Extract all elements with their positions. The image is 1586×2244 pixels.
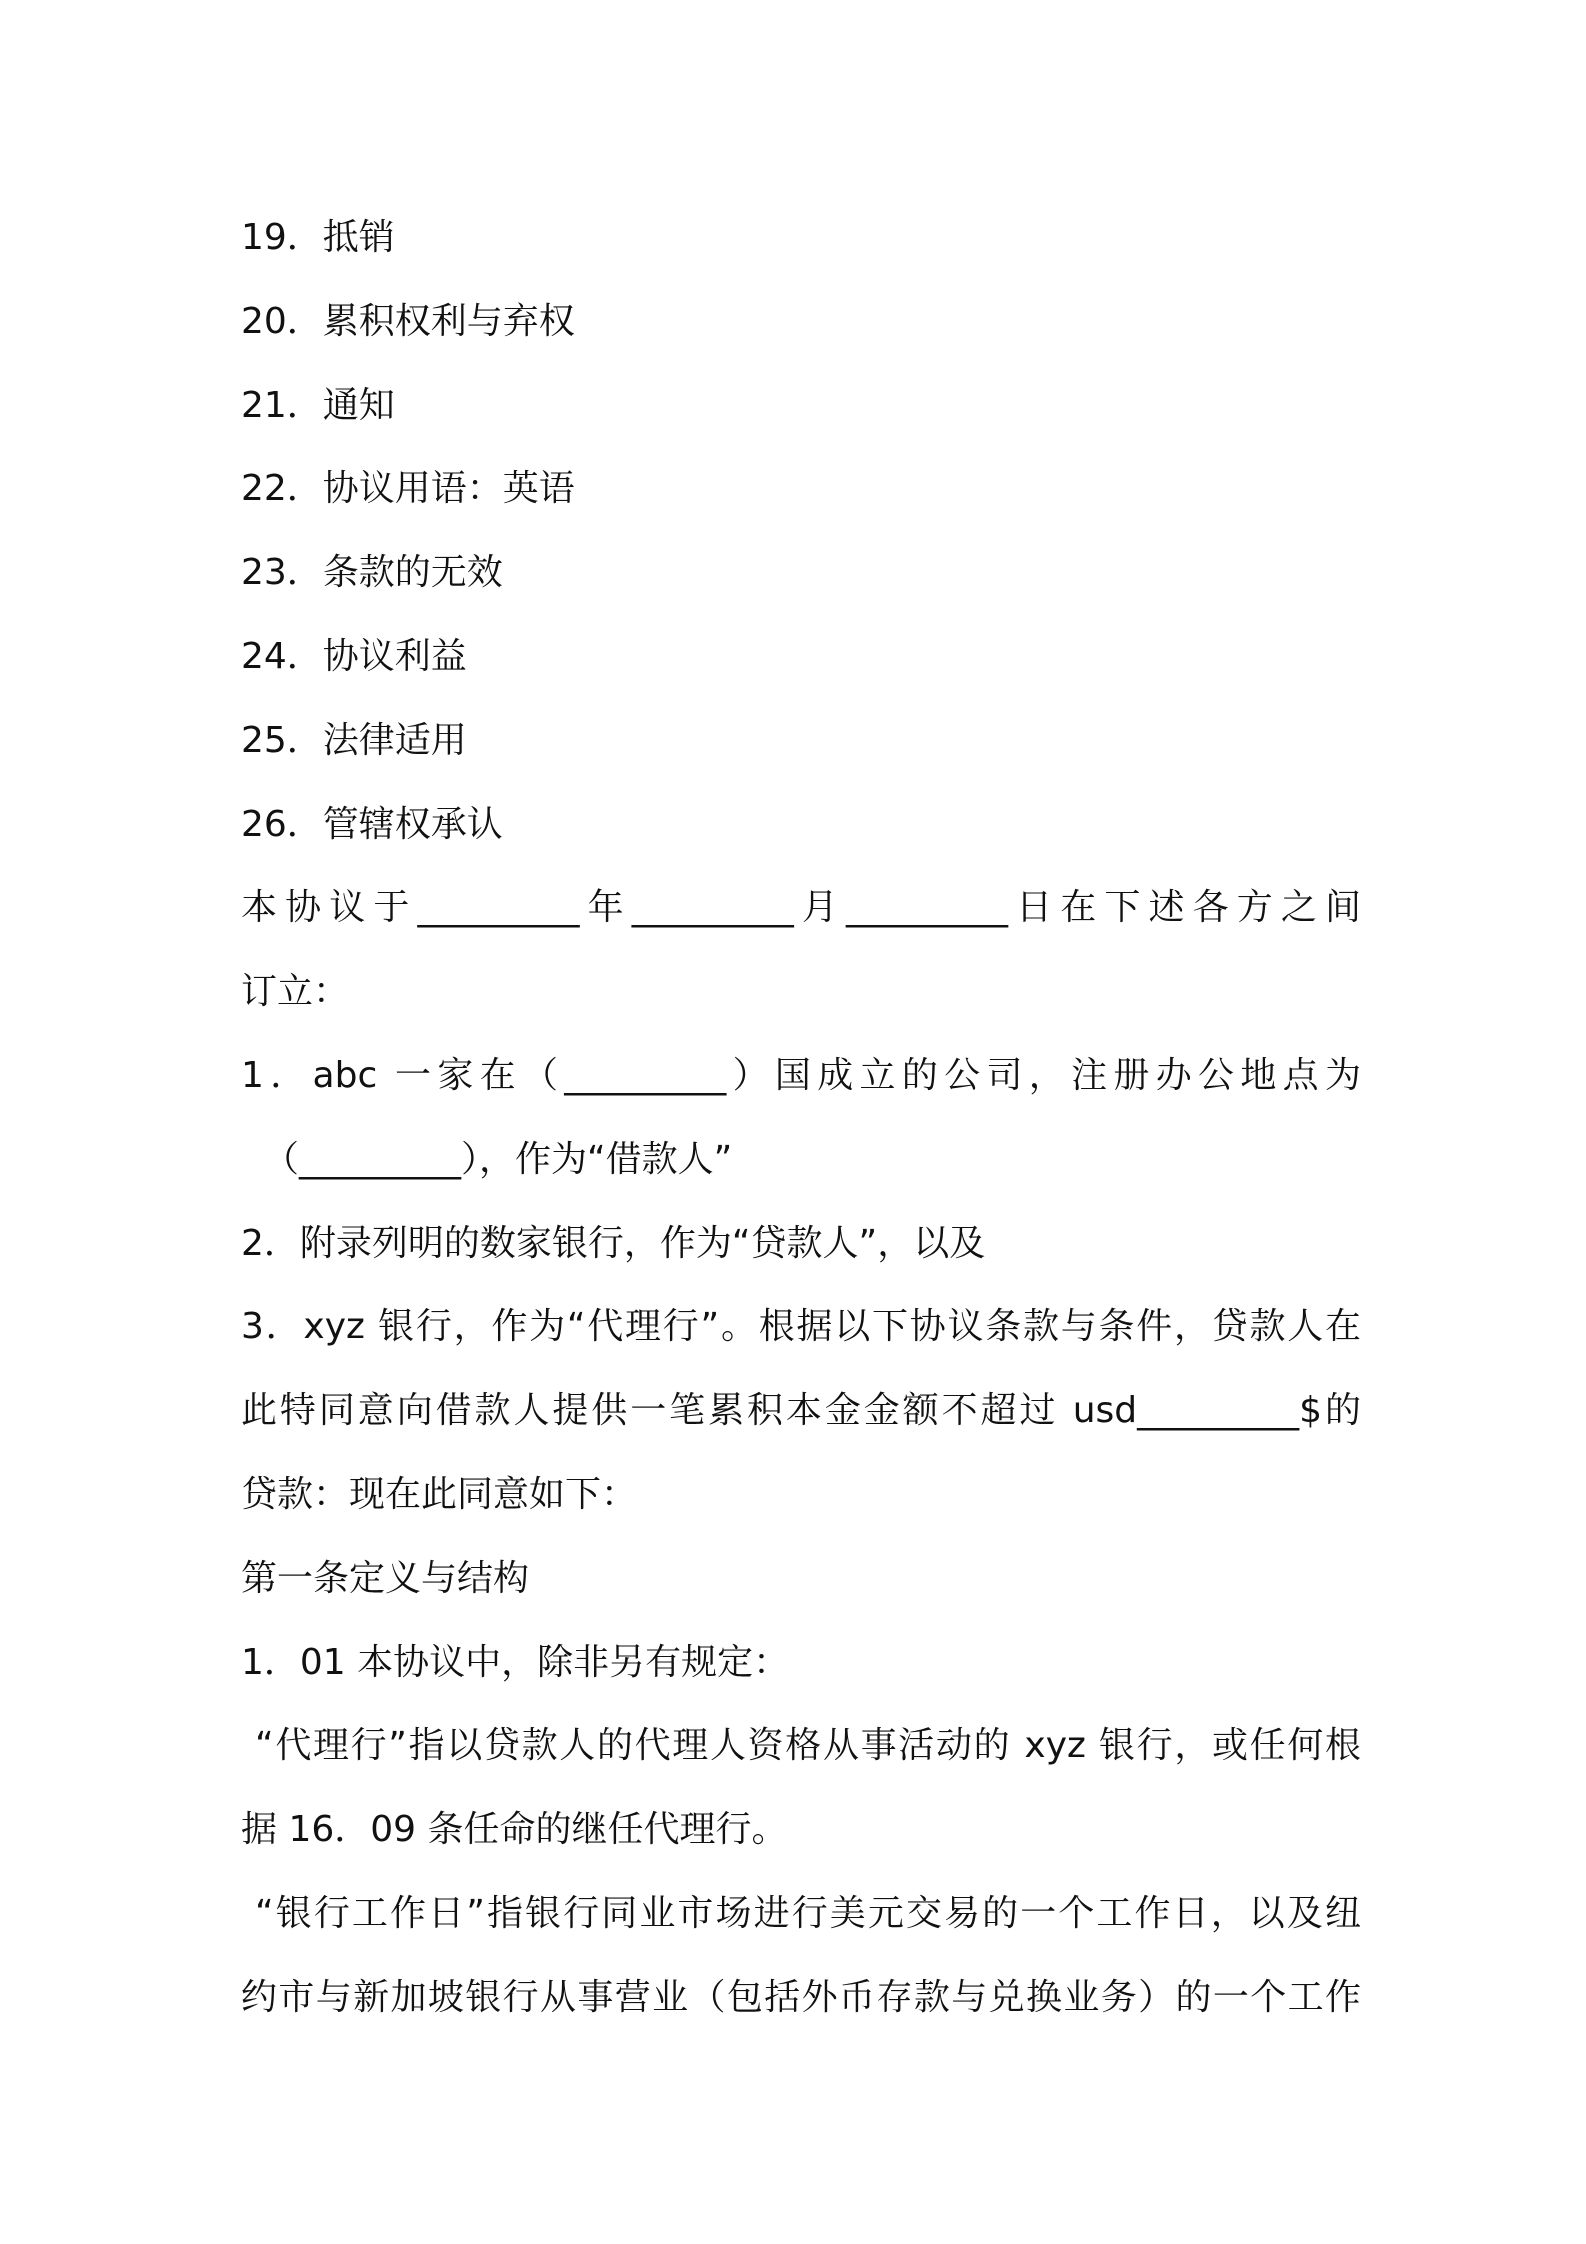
- definition-business-day-line-cont: 约市与新加坡银行从事营业（包括外币存款与兑换业务）的一个工作: [241, 1976, 1361, 2018]
- loan-amount-line-end: 贷款：现在此同意如下：: [241, 1473, 638, 1515]
- loan-amount-line: 此特同意向借款人提供一笔累积本金金额不超过 usd_________$的: [241, 1390, 1361, 1432]
- article-1-heading: 第一条定义与结构: [241, 1557, 530, 1599]
- clause-1-01: 1．01 本协议中，除非另有规定：: [241, 1641, 790, 1683]
- toc-item-22: 22．协议用语：英语: [241, 468, 575, 510]
- definition-agent-line-end: 据 16．09 条任命的继任代理行。: [241, 1809, 788, 1851]
- toc-item-21: 21．通知: [241, 384, 395, 426]
- party-borrower-line-end: （_________），作为“借款人”: [263, 1138, 733, 1180]
- party-lenders-line: 2．附录列明的数家银行，作为“贷款人”，以及: [241, 1222, 986, 1264]
- agreement-date-line: 本协议于_________年_________月_________日在下述各方之间: [241, 887, 1361, 929]
- definition-agent-line: “代理行”指以贷款人的代理人资格从事活动的 xyz 银行，或任何根: [255, 1725, 1361, 1767]
- definition-business-day-line: “银行工作日”指银行同业市场进行美元交易的一个工作日，以及纽: [255, 1892, 1361, 1934]
- toc-item-23: 23．条款的无效: [241, 552, 503, 594]
- toc-item-24: 24．协议利益: [241, 635, 467, 677]
- toc-item-25: 25．法律适用: [241, 719, 467, 761]
- document-body: [241, 196, 1361, 2040]
- toc-item-19: 19．抵销: [241, 217, 395, 258]
- toc-item-20: 20．累积权利与弃权: [241, 300, 575, 342]
- party-agent-line: 3．xyz 银行，作为“代理行”。根据以下协议条款与条件，贷款人在: [241, 1306, 1361, 1348]
- party-borrower-line: 1．abc 一家在（_________）国成立的公司，注册办公地点为: [241, 1054, 1361, 1096]
- toc-item-26: 26．管辖权承认: [241, 803, 503, 845]
- agreement-date-line-end: 订立：: [241, 971, 350, 1013]
